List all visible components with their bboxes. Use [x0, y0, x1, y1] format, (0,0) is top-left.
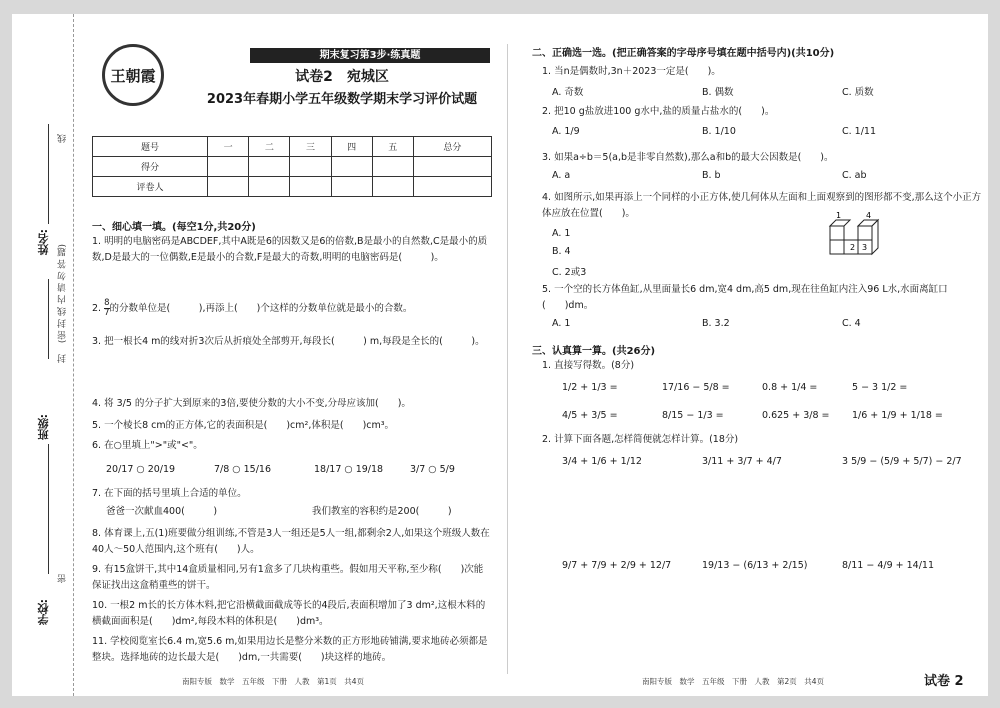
- question-9: 9. 有15盒饼干,其中14盒质量相同,另有1盒多了几块构重些。假如用天平称,至少称( )次能保证找出这盒稍重些的饼干。: [92, 564, 484, 591]
- binding-margin: 姓名: (密 封 线 内 请 勿 答 题) 封 班级: 线 密 学校:: [12, 14, 74, 696]
- svg-text:2: 2: [850, 243, 856, 252]
- svg-text:3: 3: [862, 243, 868, 252]
- choice-3: 3. 如果a÷b＝5(a,b是非零自然数),那么a和b的最大公因数是( )。: [542, 152, 834, 163]
- compare-item: 20/17 ○ 20/19: [106, 464, 176, 475]
- paper-number: 试卷 2: [924, 674, 964, 689]
- seal-note: (密 封 线 内 请 勿 答 题): [58, 244, 68, 344]
- unit-blank: 爸爸一次献血400( ): [106, 506, 218, 517]
- question-4: 4. 将 3/5 的分子扩大到原来的3倍,要使分数的大小不变,分母应该加( )。: [92, 398, 411, 409]
- left-page: [82, 14, 492, 696]
- choice-1: 1. 当n是偶数时,3n＋2023一定是( )。: [542, 66, 721, 77]
- exam-sheet: [12, 14, 988, 696]
- name-label: 姓名:: [37, 229, 50, 256]
- svg-text:1: 1: [836, 211, 842, 220]
- question-11: 11. 学校阅览室长6.4 m,宽5.6 m,如果用边长是整分米数的正方形地砖铺满,要求地砖必须都是整块。选择地砖的边长最大是( )dm,一共需要( )块这样的地砖。: [92, 636, 488, 663]
- calc-part-2: 2. 计算下面各题,怎样简便就怎样计算。(18分): [542, 434, 739, 445]
- score-table: 题号 一 二 三 四 五 总分 得分 评卷人: [92, 136, 492, 197]
- question-5: 5. 一个棱长8 cm的正方体,它的表面积是( )cm²,体积是( )cm³。: [92, 420, 395, 431]
- compare-item: 7/8 ○ 15/16: [214, 464, 271, 475]
- compare-item: 18/17 ○ 19/18: [314, 464, 384, 475]
- choice-4: 4. 如图所示,如果再添上一个同样的小正方体,使几何体从左面和上面观察到的图形都不变,那么这个小正方体应放在位置( )。: [542, 192, 982, 219]
- paper-title: 试卷2 宛城区 2023年春期小学五年级数学期末学习评价试题: [206, 69, 478, 107]
- question-1: 1. 明明的电脑密码是ABCDEF,其中A既是6的因数又是6的倍数,B是最小的自然数,C是最小的质数,D是最大的一位偶数,E是最小的合数,F是最大的奇数,明明的电脑密码是( )。: [92, 236, 488, 263]
- section-3-heading: 三、认真算一算。(共26分): [532, 346, 656, 357]
- footer-left: 南阳专版 数学 五年级 下册 人教 第1页 共4页: [182, 677, 365, 686]
- question-7: 7. 在下面的括号里填上合适的单位。: [92, 488, 247, 499]
- question-2: 2. $\frac{8}{7}$ 的分数单位是( ),再添上( )个这样的分数单位就是最小的合数。: [92, 298, 413, 318]
- question-6: 6. 在○里填上">"或"<"。: [92, 440, 203, 451]
- unit-blank: 我们教室的容积约是200( ): [312, 506, 452, 517]
- right-page: 二、正确选一选。(把正确答案的字母序号填在题中括号内)(共10分) 1. 当n是偶数时,3n＋2023一定是( )。 A. 奇数 B. 偶数 C. 质数 2. 把10 g盐放进100 g水中,盐的质量占盐水的( )。 A. 1/9 B. 1/10 C. 1/11 3. 如果a÷b＝5(a,b是非零自然数),那么a和b的最大公因数是( )。 A. a B. b C. ab 4. 如图所示,如果再添上一个同样的小正方体,使几何体从左面和上面观察到的图形都不变,那么这个小正方体应放在位置( )。 A. 1 B. 4 C. 2或3 2 3 1 4 5. 一个空的长方体鱼缸,从里面量长6 dm,宽4 dm,高5 dm,现在往鱼缸内注入96 L水,水面离缸口( )dm。 A. 1 B. 3.2 C. 4 三、认真算一算。(共26分) 1. 直接写得数。(8分) 1/2 + 1/3 = 17/16 − 5/8 = 0.8 + 1/4 = 5 − 3 1/2 = 4/5 + 3/5 = 8/15 − 1/3 = 0.625 + 3/8 = 1/6 + 1/9 + 1/18 = 2. 计算下面各题,怎样简便就怎样计算。(18分) 3/4 + 1/6 + 1/12 3/11 + 3/7 + 4/7 3 5/9 − (5/9 + 5/7) − 2/7 9/7 + 7/9 + 2/9 + 12/7 19/13 − (6/13 + 2/15) 8/11 − 4/9 + 14/11 南阳专版 数学 五年级 下册 人教 第2页 共4页: [522, 14, 972, 696]
- section-2-heading: 二、正确选一选。(把正确答案的字母序号填在题中括号内)(共10分): [532, 48, 835, 59]
- compare-item: 3/7 ○ 5/9: [410, 464, 455, 475]
- choice-2: 2. 把10 g盐放进100 g水中,盐的质量占盐水的( )。: [542, 106, 775, 117]
- publisher-logo: 王朝霞: [102, 44, 164, 106]
- svg-text:4: 4: [866, 211, 872, 220]
- choice-5: 5. 一个空的长方体鱼缸,从里面量长6 dm,宽4 dm,高5 dm,现在往鱼缸内注入96 L水,水面离缸口( )dm。: [542, 284, 948, 311]
- cube-figure: [822, 210, 902, 268]
- class-label: 班级:: [37, 414, 50, 441]
- question-8: 8. 体育课上,五(1)班要做分组训练,不管是3人一组还是5人一组,都剩余2人,如果这个班级人数在40人～50人范围内,这个班有( )人。: [92, 528, 490, 555]
- footer-right: 南阳专版 数学 五年级 下册 人教 第2页 共4页: [642, 677, 825, 686]
- question-10: 10. 一根2 m长的长方体木料,把它沿横截面截成等长的4段后,表面积增加了3 dm²,这根木料的横截面面积是( )dm²,每段木料的体积是( )dm³。: [92, 600, 486, 627]
- review-banner: 期末复习第3步·练真题: [250, 48, 490, 63]
- calc-part-1: 1. 直接写得数。(8分): [542, 360, 635, 371]
- school-label: 学校:: [37, 599, 50, 626]
- section-1-heading: 一、细心填一填。(每空1分,共20分): [92, 222, 256, 233]
- question-3: 3. 把一根长4 m的线对折3次后从折痕处全部剪开,每段长( ) m,每段是全长的( )。: [92, 336, 485, 347]
